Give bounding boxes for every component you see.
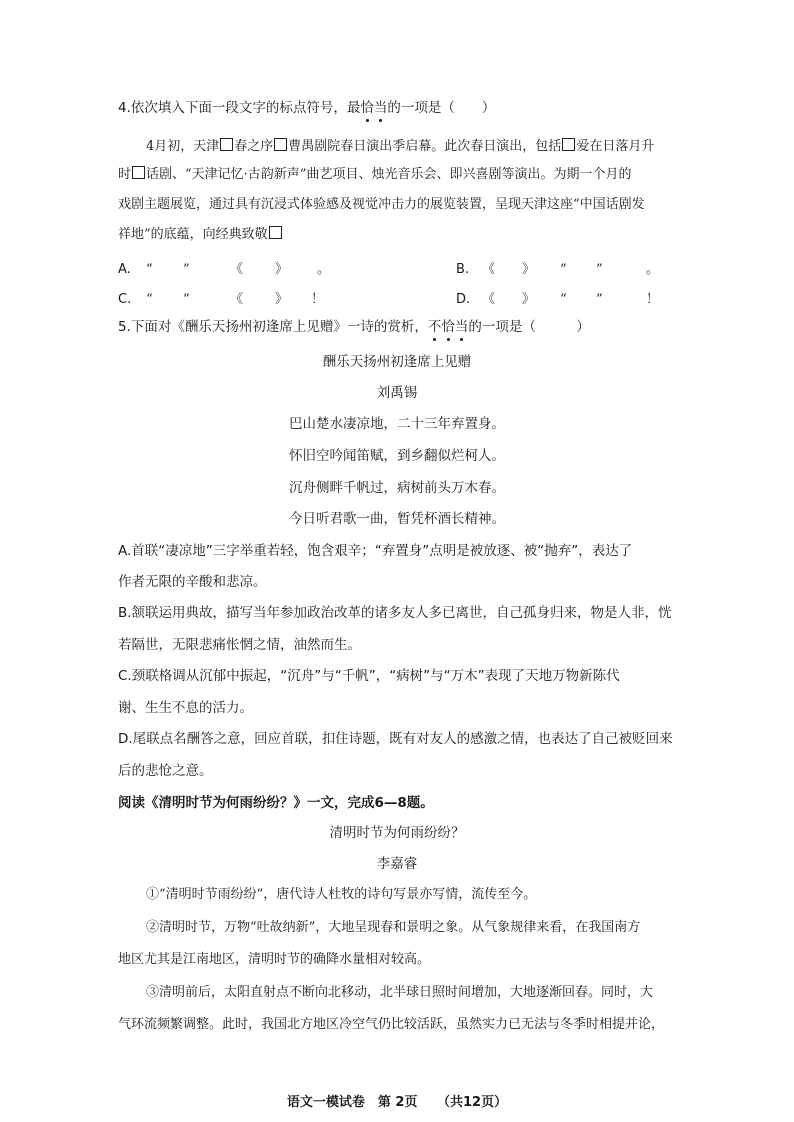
poem-author: 刘禹锡 <box>376 385 418 401</box>
q4-stem: 4.依次填入下面一段文字的标点符号，最恰当的一项是（ ） <box>118 100 496 116</box>
paragraph-2: ②清明时节，万物“吐故纳新”，大地呈现春和景明之象。从气象规律来看，在我国南方 <box>146 920 641 935</box>
article-author: 李嘉睿 <box>376 856 418 872</box>
article-title: 清明时节为何雨纷纷？ <box>329 825 465 841</box>
blank-box <box>132 166 145 179</box>
blank-box <box>274 138 287 151</box>
blank-box <box>220 138 233 151</box>
reading-intro: 阅读《清明时节为何雨纷纷？》一文，完成6—8题。 <box>118 795 434 811</box>
page-footer: 语文一模试卷 第 2页 （共12页） <box>286 1095 508 1110</box>
q4-passage-line-3: 戏剧主题展览，通过具有沉浸式体验感及视觉冲击力的展览装置，呈现天津这座“中国话剧发 <box>118 197 645 212</box>
poem-title: 酬乐天扬州初逢席上见赠 <box>322 354 472 370</box>
q4-passage-line-4: 祥地”的底蕴，向经典致敬 <box>118 226 283 244</box>
poem-line: 巴山楚水凄凉地，二十三年弃置身。 <box>289 416 505 432</box>
poem-line: 今日听君歌一曲，暂凭杯酒长精神。 <box>289 511 505 527</box>
blank-box <box>269 226 282 239</box>
poem-line: 沉舟侧畔千帆过，病树前头万木春。 <box>289 480 505 496</box>
q4-passage-line-2: 时 话剧、“天津记忆·古韵新声”曲艺项目、烛光音乐会、即兴喜剧等演出。为期一个月的 <box>118 167 632 182</box>
blank-box <box>562 138 575 151</box>
poem-line: 怀旧空吟闻笛赋，到乡翻似烂柯人。 <box>289 448 505 464</box>
paragraph-3-cont: 气环流频繁调整。此时，我国北方地区冷空气仍比较活跃，虽然实力已无法与冬季时相提并论， <box>118 1017 665 1032</box>
q5-stem: 5.下面对《酬乐天扬州初逢席上见赠》一诗的赏析，不恰当的一项是（ ） <box>118 319 590 335</box>
paragraph-1: ①“清明时节雨纷纷”，唐代诗人杜牧的诗句写景亦写情，流传至今。 <box>146 887 537 902</box>
q4-passage-line-1: 4月初，天津 春之序 曹禺剧院春日演出季启幕。此次春日演出，包括 爱在日落月升 <box>146 139 655 154</box>
paragraph-3: ③清明前后，太阳直射点不断向北移动，北半球日照时间增加，大地逐渐回春。同时，大 <box>146 985 654 1000</box>
paragraph-2-cont: 地区尤其是江南地区，清明时节的确降水量相对较高。 <box>118 952 431 967</box>
